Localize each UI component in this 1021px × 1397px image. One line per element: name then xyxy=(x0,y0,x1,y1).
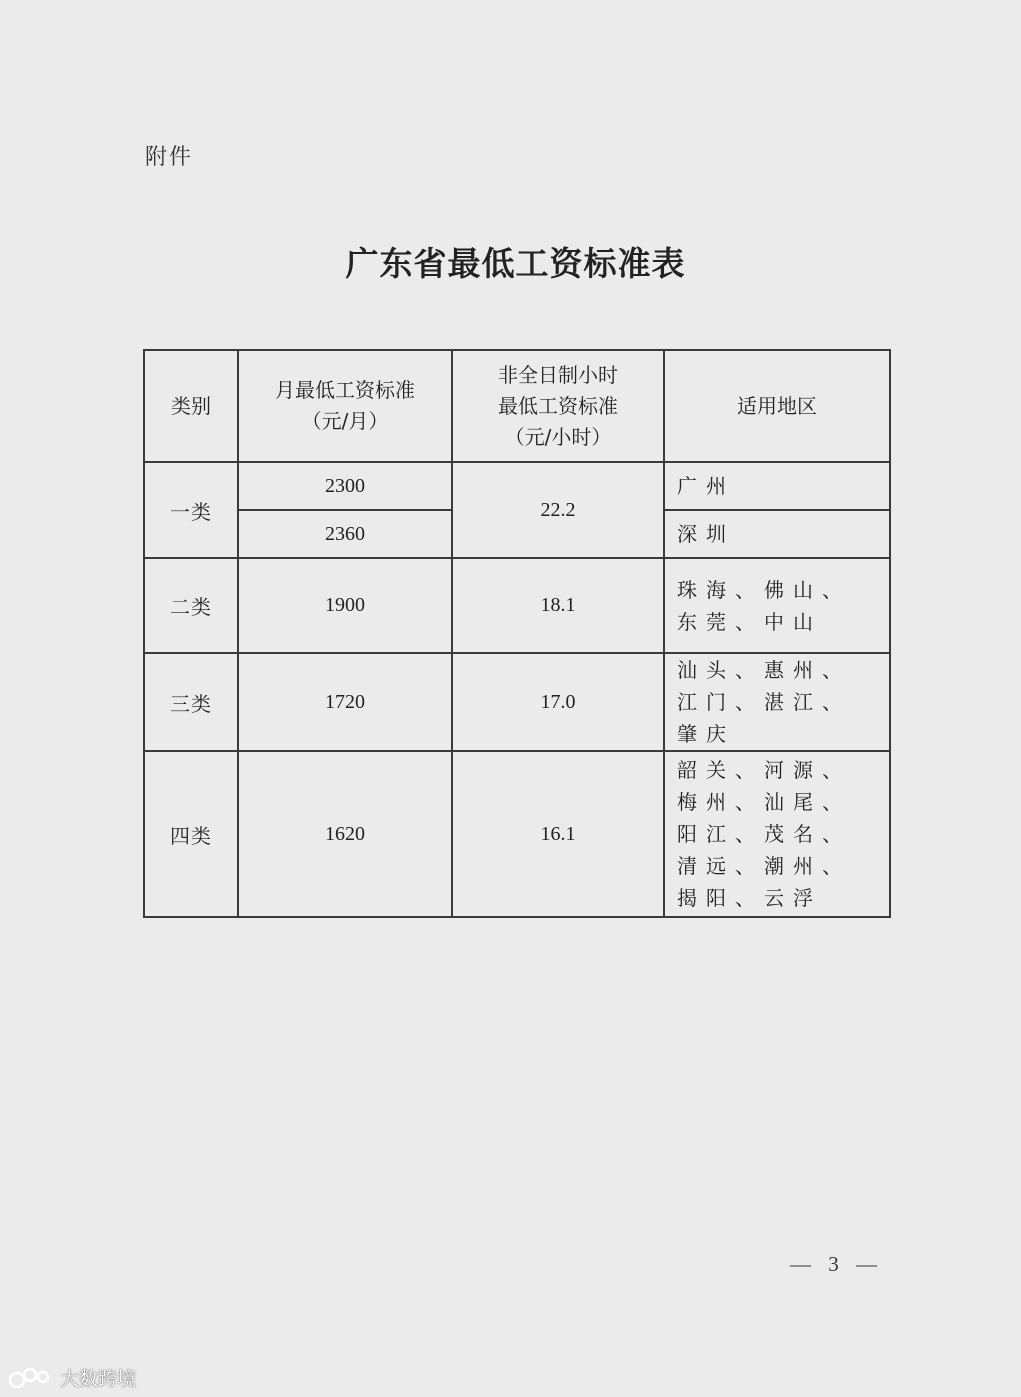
page-number: — 3 — xyxy=(790,1252,883,1276)
category-cell: 四类 xyxy=(144,751,238,917)
hourly-wage-cell: 18.1 xyxy=(452,558,664,653)
regions-cell: 深圳 xyxy=(664,510,890,558)
regions-cell: 珠海、佛山、东莞、中山 xyxy=(664,558,890,653)
table-row xyxy=(144,751,890,917)
hourly-wage-cell: 17.0 xyxy=(452,653,664,751)
regions-cell: 汕头、惠州、江门、湛江、肇庆 xyxy=(664,653,890,751)
watermark-logo-icon xyxy=(8,1365,56,1391)
watermark-text: 大数跨境 xyxy=(60,1368,137,1390)
header-category: 类别 xyxy=(144,350,238,462)
regions-cell: 韶关、河源、梅州、汕尾、阳江、茂名、清远、潮州、揭阳、云浮 xyxy=(664,751,890,917)
monthly-wage-cell: 2300 xyxy=(238,462,452,510)
monthly-wage-cell: 1900 xyxy=(238,558,452,653)
regions-cell: 广州 xyxy=(664,462,890,510)
minimum-wage-table xyxy=(143,349,891,918)
hourly-wage-cell: 16.1 xyxy=(452,751,664,917)
header-regions: 适用地区 xyxy=(664,350,890,462)
table-row xyxy=(144,558,890,653)
header-hourly-line1: 非全日制小时 xyxy=(498,362,618,387)
monthly-wage-cell: 1720 xyxy=(238,653,452,751)
header-monthly xyxy=(238,350,452,462)
header-hourly-line3: （元/小时） xyxy=(504,424,612,449)
table-header-row xyxy=(144,350,890,462)
page-title: 广东省最低工资标准表 xyxy=(345,244,686,283)
monthly-wage-cell: 1620 xyxy=(238,751,452,917)
monthly-wage-cell: 2360 xyxy=(238,510,452,558)
category-cell: 三类 xyxy=(144,653,238,751)
header-monthly-line2: （元/月） xyxy=(301,409,389,433)
hourly-wage-cell: 22.2 xyxy=(452,462,664,558)
header-hourly-line2: 最低工资标准 xyxy=(498,393,618,418)
category-cell: 二类 xyxy=(144,558,238,653)
attachment-label: 附件 xyxy=(145,145,194,170)
table-row xyxy=(144,462,890,510)
header-monthly-line1: 月最低工资标准 xyxy=(275,378,415,402)
table-row xyxy=(144,653,890,751)
watermark xyxy=(8,1364,136,1391)
category-cell: 一类 xyxy=(144,462,238,558)
header-hourly xyxy=(452,350,664,462)
